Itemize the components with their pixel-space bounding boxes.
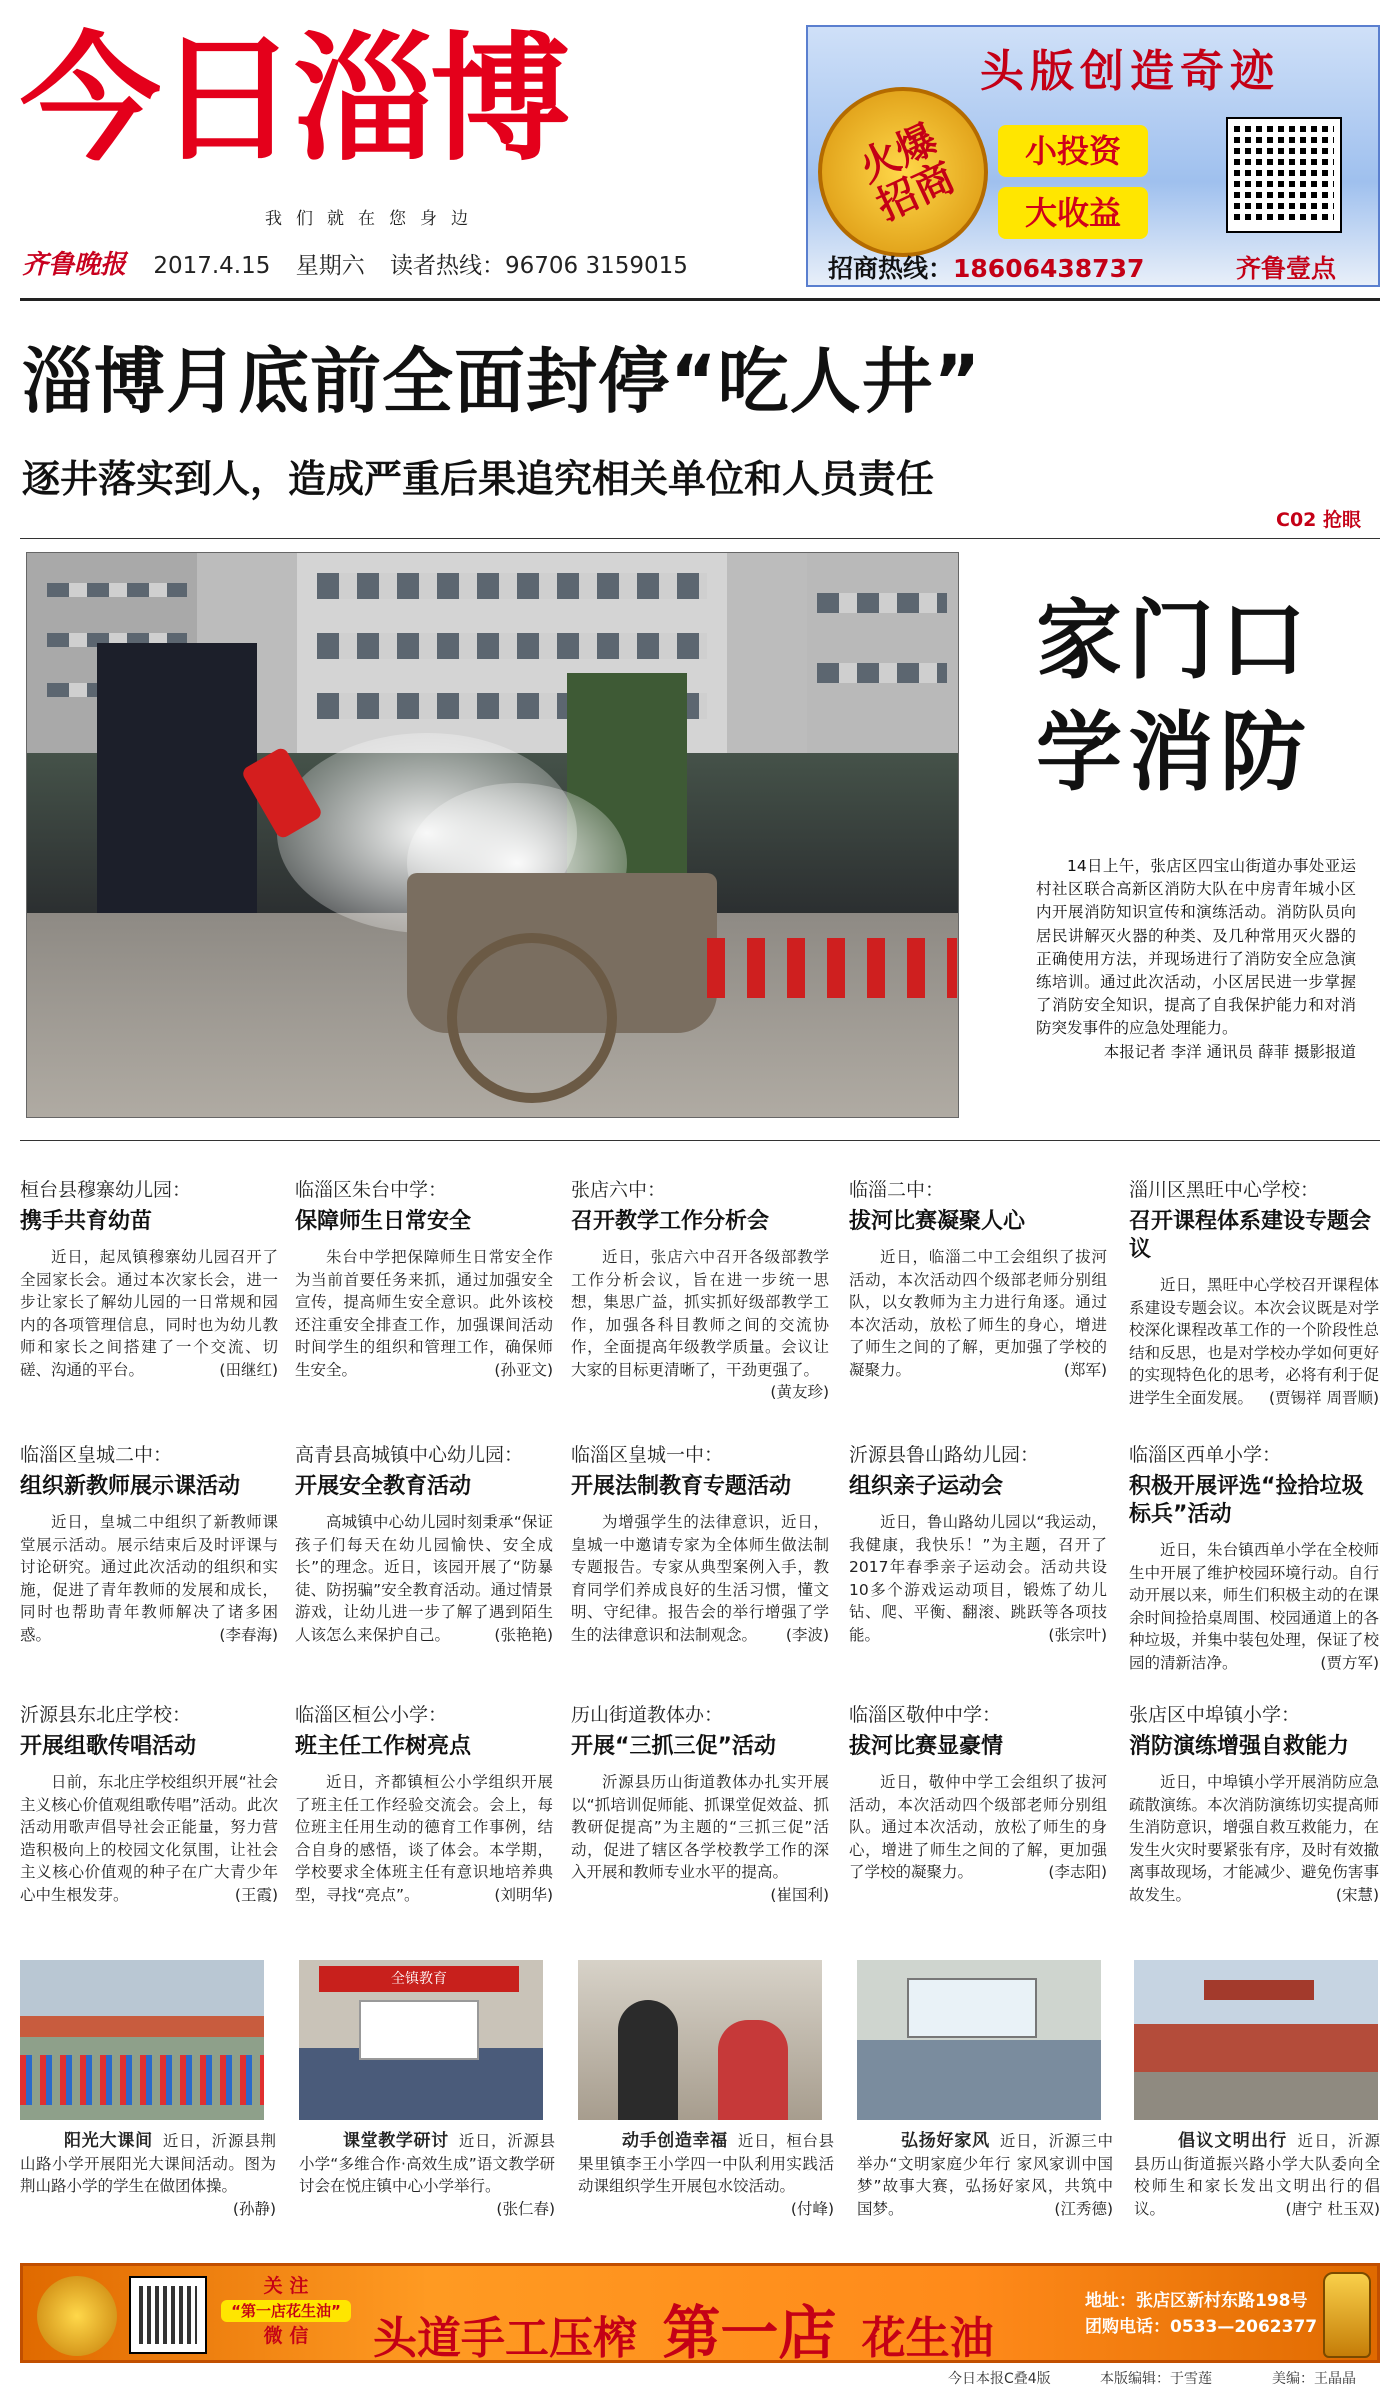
caption-4 [1134,2130,1380,2220]
divider [20,538,1380,539]
brief-body [849,1246,1107,1381]
brief-text: 近日，中埠镇小学开展消防应急疏散演练。本次消防演练切实提高师生消防意识，增强自救互救能力，在发生火灾时要紧张有序，及时有效撤离事故现场，才能减少、避免伤害事故发生。 [1129,1773,1379,1904]
brief-byline: (孙亚文) [494,1360,553,1379]
ad-pill-small-investment: 小投资 [998,125,1148,177]
caption-title: 课堂教学研讨 [343,2131,449,2151]
ad-slogan-a: 头道手工压榨 [373,2313,637,2363]
photo-teaching-seminar [299,1960,543,2120]
caption-1 [299,2130,555,2220]
brief-text: 为增强学生的法律意识，近日，皇城一中邀请专家为全体师生做法制专题报告。专家从典型案例入手，教育同学们养成良好的生活习惯，懂文明、守纪律。报告会的举行增强了学生的法律意识和法制观念。 [571,1513,829,1644]
issue-weekday: 星期六 [295,253,365,279]
brief-body [571,1771,829,1904]
brief-body [20,1771,278,1906]
brief-byline: (崔国利) [770,1885,829,1904]
brief-title[interactable]: 拔河比赛显豪情 [849,1734,1004,1759]
ad-contact [1085,2288,1317,2340]
brief-3[interactable] [849,1175,1107,1381]
brief-11[interactable] [295,1700,553,1906]
brief-text: 近日，临淄二中工会组织了拔河活动，本次活动四个级部老师分别组队，以女教师为主力进行角逐。通过本次活动，放松了师生的身心，增进了师生之间的了解，更加强了学校的凝聚力。 [849,1248,1107,1379]
brief-body [295,1246,553,1381]
brief-kicker: 历山街道教体办： [571,1704,724,1726]
brief-byline: (李春海) [219,1625,278,1644]
brief-kicker: 淄川区黑旺中心学校： [1129,1179,1320,1201]
divider [20,298,1380,301]
caption-3 [857,2130,1113,2220]
brief-byline: (张宗叶) [1048,1625,1107,1644]
follow-char: 微 [263,2325,283,2347]
caption-title: 动手创造幸福 [622,2131,728,2151]
brief-byline: (贾方军) [1320,1653,1379,1672]
brief-text: 近日，敬仲中学工会组织了拔河活动，本次活动四个级部老师分别组队。通过本次活动，放松了师生的身心，增进了师生之间的了解，更加强了学校的凝聚力。 [849,1773,1107,1881]
brief-text: 高城镇中心幼儿园时刻秉承“保证孩子们每天在幼儿园愉快、安全成长”的理念。近日，该园开展了“防暴徒、防拐骗”安全教育活动。通过情景游戏，让幼儿进一步了解了遇到陌生人该怎么来保护自己。 [295,1513,553,1644]
masthead-slogan: 我们就在您身边 [265,209,482,229]
photo-exercise [20,1960,264,2120]
follow-char: 注 [289,2275,309,2297]
caption-2 [578,2130,834,2220]
brief-title[interactable]: 消防演练增强自救能力 [1129,1734,1350,1759]
fire-drill-photo [26,552,959,1118]
brief-title[interactable]: 开展“三抓三促”活动 [571,1734,776,1759]
brief-kicker: 临淄区朱台中学： [295,1179,448,1201]
feature-title-line1: 家门口 [1036,591,1312,691]
brief-title[interactable]: 拔河比赛凝聚人心 [849,1209,1026,1234]
brand-logo: 齐鲁晚报 [22,250,127,280]
brief-kicker: 沂源县鲁山路幼儿园： [849,1444,1040,1466]
masthead-title: 今日淄博 [20,19,567,180]
brief-body [849,1511,1107,1646]
qr-code-icon [1228,119,1340,231]
feature-title [1036,585,1312,809]
brief-text: 近日，黑旺中心学校召开课程体系建设专题会议。本次会议既是对学校深化课程改革工作的一个阶段性总结和反思，也是对学校办学如何更好的实现特色化的思考，必将有利于促进学生全面发展。 [1129,1276,1379,1407]
caption-title: 阳光大课间 [64,2131,153,2151]
brief-byline: (刘明华) [494,1885,553,1904]
photo-civilized-travel [1134,1960,1378,2120]
brief-text: 近日，朱台镇西单小学在全校师生中开展了维护校园环境行动。自行动开展以来，师生们积极主动的在课余时间捡拾桌周围、校园通道上的各种垃圾，并集中装包处理，保证了校园的清新洁净。 [1129,1541,1379,1672]
brief-byline: (宋慧) [1335,1885,1379,1904]
feature-body [1036,855,1356,1064]
lead-headline[interactable]: 淄博月底前全面封停“吃人井” [22,340,982,423]
brief-body [571,1511,829,1646]
caption-text: 近日，沂源县荆山路小学开展阳光大课间活动。图为荆山路小学的学生在做团体操。 [20,2132,276,2195]
follow-account: “第一店花生油” [221,2300,351,2322]
brief-1[interactable] [295,1175,553,1381]
brief-body [20,1511,278,1646]
brief-kicker: 高青县高城镇中心幼儿园： [295,1444,524,1466]
brief-body [571,1246,829,1401]
gold-coin-icon [818,87,988,257]
wechat-follow [221,2272,351,2350]
brief-10[interactable] [20,1700,278,1906]
top-advertisement[interactable] [806,25,1380,287]
brief-title[interactable]: 组织亲子运动会 [849,1474,1004,1499]
caption-byline: (张仁春) [496,2199,555,2218]
caption-byline: (唐宁 杜玉双) [1285,2199,1380,2218]
brief-title[interactable]: 开展法制教育专题活动 [571,1474,792,1499]
brief-5[interactable] [20,1440,278,1646]
brief-text: 近日，皇城二中组织了新教师课堂展示活动。展示结束后及时评课与讨论研究。通过此次活动的组织和实施，促进了青年教师的发展和成长，同时也帮助青年教师解决了诸多困惑。 [20,1513,278,1644]
ad-brand: 齐鲁壹点 [1236,254,1337,283]
ad-hotline-label: 招商热线： [828,254,954,283]
caption-byline: (孙静) [232,2199,276,2218]
brief-0[interactable] [20,1175,278,1381]
brief-12[interactable] [571,1700,829,1906]
brief-kicker: 张店区中埠镇小学： [1129,1704,1301,1726]
caption-text: 近日，沂源三中举办“文明家庭少年行 家风家训中国梦”故事大赛，弘扬好家风，共筑中国梦。 [857,2132,1113,2218]
brief-text: 近日，齐都镇桓公小学组织开展了班主任工作经验交流会。会上，每位班主任用生动的德育工作事例，结合自身的感悟，谈了体会。本学期，学校要求全体班主任有意识地培养典型，寻找“亮点”。 [295,1773,553,1904]
brief-body [295,1511,553,1646]
brief-14[interactable] [1129,1700,1379,1906]
ad-slogan-c: 花生油 [861,2313,994,2363]
brief-title[interactable]: 开展安全教育活动 [295,1474,472,1499]
brief-text: 沂源县历山街道教体办扎实开展以“抓培训促师能、抓课堂促效益、抓教研促提高”为主题的“三抓三促”活动，促进了辖区各学校教学工作的深入开展和教师专业水平的提高。 [571,1773,829,1881]
ad-hotline-number: 18606438737 [953,254,1145,283]
brief-byline: (黄友珍) [770,1383,829,1401]
brief-byline: (郑军) [1063,1360,1107,1379]
brief-byline: (李志阳) [1048,1863,1107,1881]
caption-byline: (江秀德) [1054,2199,1113,2218]
footer-designer: 美编：王晶晶 [1272,2371,1356,2387]
brief-7[interactable] [571,1440,829,1646]
brief-byline: (王霞) [234,1885,278,1904]
qr-code-icon [131,2278,205,2352]
brief-2[interactable] [571,1175,829,1404]
brief-body [849,1771,1107,1884]
issue-date: 2017.4.15 [153,253,271,279]
brief-title[interactable]: 班主任工作树亮点 [295,1734,472,1759]
brief-body [20,1246,278,1381]
brief-body [295,1771,553,1906]
oil-bottle-icon [1323,2272,1371,2358]
ad-hotline [828,249,1144,285]
brief-kicker: 临淄区皇城一中： [571,1444,724,1466]
brief-kicker: 临淄区皇城二中： [20,1444,173,1466]
banner-label: 全镇教育 [319,1966,519,1992]
follow-char: 信 [289,2325,309,2347]
footer-page: 今日本报C叠4版 [948,2371,1051,2387]
caption-0 [20,2130,276,2220]
divider [20,1140,1380,1141]
brief-title[interactable]: 保障师生日常安全 [295,1209,472,1234]
brief-title[interactable]: 召开教学工作分析会 [571,1209,770,1234]
brief-text: 日前，东北庄学校组织开展“社会主义核心价值观组歌传唱”活动。此次活动用歌声倡导社会正能量，努力营造积极向上的校园文化氛围，让社会主义核心价值观的种子在广大青少年心中生根发芽。 [20,1773,278,1904]
brief-kicker: 临淄二中： [849,1179,945,1201]
brief-byline: (李波) [785,1625,829,1644]
brief-text: 近日，起凤镇穆寨幼儿园召开了全园家长会。通过本次家长会，进一步让家长了解幼儿园的一日常规和园内的各项管理信息，同时也为幼儿教师和家长之间搭建了一个交流、切磋、沟通的平台。 [20,1248,278,1379]
brief-text: 近日，鲁山路幼儿园以“我运动，我健康，我快乐！”为主题，召开了2017年春季亲子运动会。活动共设10多个游戏运动项目，锻炼了幼儿钻、爬、平衡、翻滚、跳跃等各项技能。 [849,1513,1107,1644]
brief-byline: (田继红) [219,1360,278,1379]
brief-kicker: 临淄区西单小学： [1129,1444,1282,1466]
brief-text: 朱台中学把保障师生日常安全作为当前首要任务来抓，通过加强安全宣传，提高师生安全意识。此外该校还注重安全排查工作，加强课间活动时间学生的组织和管理工作，确保师生安全。 [295,1248,553,1379]
brief-title[interactable]: 积极开展评选“捡拾垃圾标兵”活动 [1129,1474,1364,1527]
bottom-advertisement[interactable] [20,2263,1380,2363]
ad-pill-big-return: 大收益 [998,187,1148,239]
caption-text: 近日，沂源县历山街道振兴路小学大队委向全校师生和家长发出文明出行的倡议。 [1134,2132,1380,2218]
footer-editor: 本版编辑：于雪莲 [1100,2371,1212,2387]
ad-headline: 头版创造奇迹 [980,46,1280,97]
brief-4[interactable] [1129,1175,1379,1409]
brief-13[interactable] [849,1700,1107,1884]
brief-title[interactable]: 携手共育幼苗 [20,1209,153,1234]
brief-text: 近日，张店六中召开各级部教学工作分析会议，旨在进一步统一思想，集思广益，抓实抓好级部教学工作，加强各科目教师之间的交流协作，全面提高年级教学质量。会议让大家的目标更清晰了，干劲更强了。 [571,1248,829,1379]
caption-text: 近日，桓台县果里镇李王小学四一中队利用实践活动课组织学生开展包水饺活动。 [578,2132,834,2195]
brief-9[interactable] [1129,1440,1379,1674]
lead-subhead: 逐井落实到人，造成严重后果追究相关单位和人员责任 [22,457,935,501]
ad-coin-text: 火爆招商 [852,116,962,230]
brief-kicker: 桓台县穆寨幼儿园： [20,1179,192,1201]
feature-title-line2: 学消防 [1036,703,1312,803]
photo-family-story [857,1960,1101,2120]
brief-body [1129,1539,1379,1674]
caption-text: 近日，沂源县小学“多维合作·高效生成”语文教学研讨会在悦庄镇中心小学举行。 [299,2132,555,2195]
peanut-oil-logo-icon [37,2276,117,2356]
caption-byline: (付峰) [790,2199,834,2218]
brief-title[interactable]: 召开课程体系建设专题会议 [1129,1209,1372,1262]
ad-phone: 团购电话：0533—2062377 [1085,2317,1318,2337]
caption-title: 弘扬好家风 [901,2131,990,2151]
brief-byline: (贾锡祥 周晋顺) [1268,1388,1379,1407]
brief-kicker: 临淄区桓公小学： [295,1704,448,1726]
brief-body [1129,1274,1379,1409]
brief-byline: (张艳艳) [494,1625,553,1644]
follow-char: 关 [263,2275,283,2297]
brief-title[interactable]: 组织新教师展示课活动 [20,1474,241,1499]
brief-8[interactable] [849,1440,1107,1646]
feature-body-text: 14日上午，张店区四宝山街道办事处亚运村社区联合高新区消防大队在中房青年城小区内开展消防知识宣传和演练活动。消防队员向居民讲解灭火器的种类、及几种常用灭火器的正确使用方法，并现场进行了消防安全应急演练培训。通过此次活动，小区居民进一步掌握了消防安全知识，提高了自我保护能力和对消防突发事件的应急处理能力。 [1036,857,1356,1038]
brief-title[interactable]: 开展组歌传唱活动 [20,1734,197,1759]
ad-slogan-b: 第一店 [662,2299,837,2363]
brief-kicker: 沂源县东北庄学校： [20,1704,192,1726]
brief-body [1129,1771,1379,1906]
page-reference[interactable]: C02 抢眼 [1276,509,1361,531]
brief-6[interactable] [295,1440,553,1646]
feature-credit: 本报记者 李洋 通讯员 薛菲 摄影报道 [1103,1042,1356,1061]
ad-slogan [373,2286,994,2363]
brief-kicker: 临淄区敬仲中学： [849,1704,1002,1726]
reader-hotline: 读者热线：96706 3159015 [390,253,688,279]
photo-dumplings [578,1960,822,2120]
dateline [22,244,706,281]
brief-kicker: 张店六中： [571,1179,667,1201]
ad-address: 地址：张店区新村东路198号 [1085,2291,1308,2311]
caption-title: 倡议文明出行 [1178,2131,1288,2151]
